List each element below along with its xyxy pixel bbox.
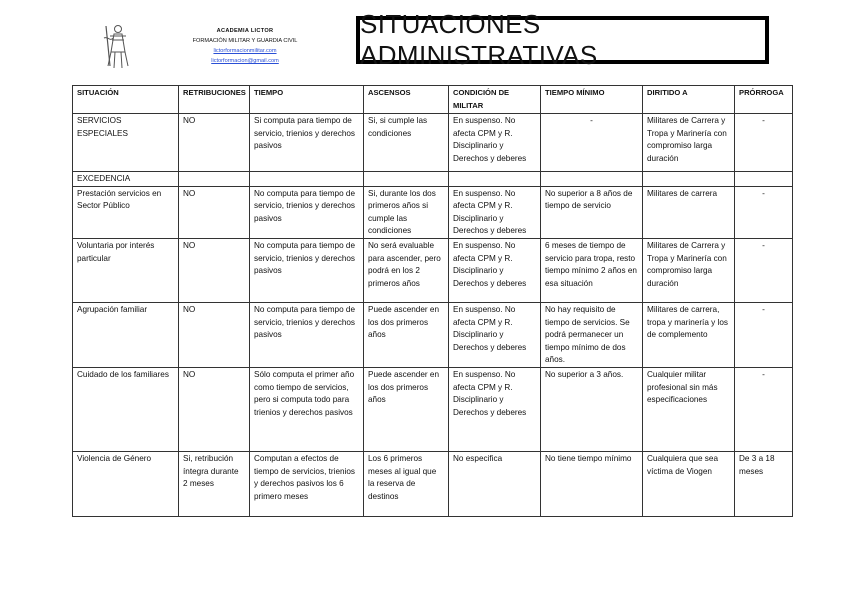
cell-tiempo-minimo: No superior a 8 años de tiempo de servicio	[541, 186, 643, 238]
header-dirigido-a: DIRITIDO A	[643, 86, 735, 114]
cell-dirigido-a: Cualquiera que sea víctima de Viogen	[643, 451, 735, 516]
empty-cell	[735, 172, 793, 187]
section-row-excedencia	[73, 172, 793, 187]
cell-ascensos: Puede ascender en los dos primeros años	[364, 367, 449, 451]
cell-tiempo-minimo: No hay requisito de tiempo de servicios. Se podrá permanecer un tiempo mínimo de dos años.	[541, 302, 643, 367]
empty-cell	[449, 172, 541, 187]
cell-condicion-militar: En suspenso. No afecta CPM y R. Disciplinario y Derechos y deberes	[449, 302, 541, 367]
cell-retribuciones: Si, retribución íntegra durante 2 meses	[179, 451, 250, 516]
cell-prorroga: -	[735, 186, 793, 238]
cell-situacion: Violencia de Género	[73, 451, 179, 516]
cell-situacion: Prestación servicios en Sector Público	[73, 186, 179, 238]
cell-dirigido-a: Militares de Carrera y Tropa y Marinería con compromiso larga duración	[643, 238, 735, 302]
academy-name: ACADEMIA LICTOR	[216, 28, 274, 34]
academy-subtitle: FORMACIÓN MILITAR Y GUARDIA CIVIL	[192, 38, 298, 44]
header-condicion-militar: CONDICIÓN DE MILITAR	[449, 86, 541, 114]
cell-retribuciones: NO	[179, 238, 250, 302]
cell-tiempo: Si computa para tiempo de servicio, trienios y derechos pasivos	[250, 114, 364, 172]
academy-logo-figure	[100, 22, 136, 70]
cell-tiempo-minimo: No tiene tiempo mínimo	[541, 451, 643, 516]
table-header-row	[73, 86, 793, 114]
page-title: SITUACIONES ADMINISTRATIVAS	[356, 16, 769, 64]
cell-ascensos: Puede ascender en los dos primeros años	[364, 302, 449, 367]
cell-retribuciones: NO	[179, 367, 250, 451]
cell-prorroga: -	[735, 367, 793, 451]
cell-ascensos: No será evaluable para ascender, pero podrá en los 2 primeros años	[364, 238, 449, 302]
header-retribuciones: RETRIBUCIONES	[179, 86, 250, 114]
academy-email-link[interactable]: lictorformacion@gmail.com	[211, 58, 279, 64]
cell-retribuciones: NO	[179, 114, 250, 172]
cell-prorroga: De 3 a 18 meses	[735, 451, 793, 516]
header-tiempo-minimo: TIEMPO MÍNIMO	[541, 86, 643, 114]
cell-dirigido-a: Militares de carrera, tropa y marinería y los de complemento	[643, 302, 735, 367]
empty-cell	[643, 172, 735, 187]
cell-tiempo-minimo: -	[541, 114, 643, 172]
empty-cell	[364, 172, 449, 187]
cell-tiempo: No computa para tiempo de servicio, trienios y derechos pasivos	[250, 302, 364, 367]
cell-condicion-militar: En suspenso. No afecta CPM y R. Disciplinario y Derechos y deberes	[449, 367, 541, 451]
academy-header	[180, 26, 310, 66]
cell-tiempo: Computan a efectos de tiempo de servicios, trienios y derechos pasivos los 6 primero meses	[250, 451, 364, 516]
table-row	[73, 114, 793, 172]
cell-situacion: Cuidado de los familiares	[73, 367, 179, 451]
cell-prorroga: -	[735, 302, 793, 367]
header-prorroga: PRÓRROGA	[735, 86, 793, 114]
cell-situacion: Voluntaria por interés particular	[73, 238, 179, 302]
header-situacion: SITUACIÓN	[73, 86, 179, 114]
academy-website-link[interactable]: lictorformacionmilitar.com	[213, 48, 277, 54]
situaciones-table	[72, 85, 793, 517]
cell-condicion-militar: En suspenso. No afecta CPM y R. Disciplinario y Derechos y deberes	[449, 238, 541, 302]
section-label: EXCEDENCIA	[73, 172, 179, 187]
cell-ascensos: Los 6 primeros meses al igual que la reserva de destinos	[364, 451, 449, 516]
cell-retribuciones: NO	[179, 186, 250, 238]
cell-prorroga: -	[735, 238, 793, 302]
header-tiempo: TIEMPO	[250, 86, 364, 114]
header-ascensos: ASCENSOS	[364, 86, 449, 114]
table-row	[73, 238, 793, 302]
cell-situacion: SERVICIOS ESPECIALES	[73, 114, 179, 172]
table-row	[73, 302, 793, 367]
cell-ascensos: Si, si cumple las condiciones	[364, 114, 449, 172]
cell-dirigido-a: Cualquier militar profesional sin más especificaciones	[643, 367, 735, 451]
table-row	[73, 451, 793, 516]
table-row	[73, 186, 793, 238]
empty-cell	[250, 172, 364, 187]
table-row	[73, 367, 793, 451]
cell-tiempo-minimo: No superior a 3 años.	[541, 367, 643, 451]
cell-condicion-militar: En suspenso. No afecta CPM y R. Disciplinario y Derechos y deberes	[449, 186, 541, 238]
cell-dirigido-a: Militares de Carrera y Tropa y Marinería con compromiso larga duración	[643, 114, 735, 172]
cell-dirigido-a: Militares de carrera	[643, 186, 735, 238]
cell-condicion-militar: En suspenso. No afecta CPM y R. Disciplinario y Derechos y deberes	[449, 114, 541, 172]
cell-tiempo: No computa para tiempo de servicio, trienios y derechos pasivos	[250, 186, 364, 238]
empty-cell	[179, 172, 250, 187]
cell-situacion: Agrupación familiar	[73, 302, 179, 367]
cell-tiempo-minimo: 6 meses de tiempo de servicio para tropa, resto tiempo mínimo 2 años en esa situación	[541, 238, 643, 302]
cell-tiempo: Sólo computa el primer año como tiempo de servicios, pero si computa todo para trienios y derechos pasivos	[250, 367, 364, 451]
cell-retribuciones: NO	[179, 302, 250, 367]
cell-condicion-militar: No especifica	[449, 451, 541, 516]
cell-tiempo: No computa para tiempo de servicio, trienios y derechos pasivos	[250, 238, 364, 302]
cell-ascensos: Si, durante los dos primeros años si cumple las condiciones	[364, 186, 449, 238]
cell-prorroga: -	[735, 114, 793, 172]
empty-cell	[541, 172, 643, 187]
